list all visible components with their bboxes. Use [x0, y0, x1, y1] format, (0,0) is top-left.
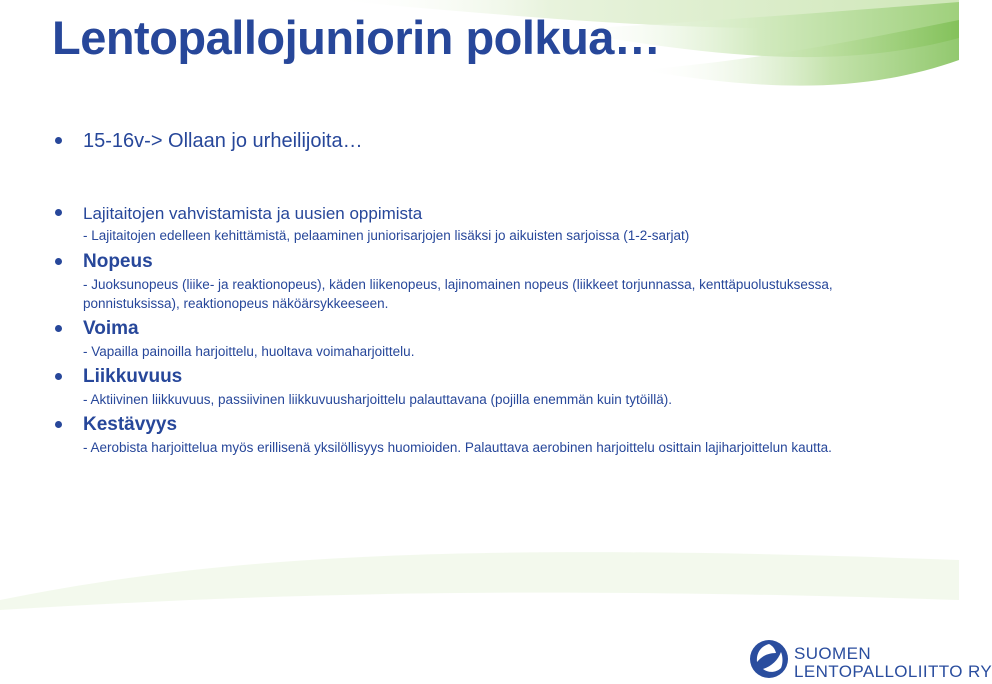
bullet-icon: [55, 421, 62, 428]
bullet-icon: [55, 137, 62, 144]
section-heading: [52, 249, 912, 275]
section-heading: [52, 316, 912, 342]
slide-title: Lentopallojuniorin polkua…: [52, 11, 661, 64]
section-text: - Lajitaitojen edelleen kehittämistä, pelaaminen juniorisarjojen lisäksi jo aikuisten sarjoissa (1-2-sarjat): [83, 228, 690, 243]
bullet-icon: [55, 325, 62, 332]
logo-text: [794, 645, 992, 681]
section-text: - Vapailla painoilla harjoittelu, huoltava voimaharjoittelu.: [83, 344, 415, 359]
intro-bullet: [52, 126, 912, 156]
section-heading: [52, 364, 912, 390]
volleyball-icon: [748, 638, 790, 680]
section-text: - Aktiivinen liikkuvuus, passiivinen liikkuvuusharjoittelu palauttavana (pojilla enemmän kuin tytöillä).: [83, 392, 673, 407]
bullet-icon: [55, 373, 62, 380]
federation-logo: [748, 638, 992, 684]
section-heading-text: Liikkuvuus: [83, 366, 183, 387]
logo-line-1: SUOMEN: [794, 644, 872, 663]
intro-text: 15-16v-> Ollaan jo urheilijoita…: [83, 130, 363, 152]
section-text: - Juoksunopeus (liike- ja reaktionopeus), käden liikenopeus, lajinomainen nopeus (liikkeet torjunnassa, kenttäpuolustuksessa, ponnistuksissa), reaktionopeus näköärsykkeeseen.: [83, 277, 833, 311]
bullet-icon: [55, 209, 62, 216]
slide-content: [52, 126, 912, 457]
section-heading-text: Voima: [83, 318, 139, 339]
section-heading-text: Lajitaitojen vahvistamista ja uusien oppimista: [83, 204, 423, 223]
section-heading-text: Kestävyys: [83, 414, 178, 435]
bullet-icon: [55, 258, 62, 265]
section-heading: [52, 412, 912, 438]
logo-line-2: LENTOPALLOLIITTO RY: [794, 662, 992, 681]
section-heading: [52, 202, 912, 226]
section-heading-text: Nopeus: [83, 251, 153, 272]
section-text: - Aerobista harjoittelua myös erillisenä yksilöllisyys huomioiden. Palauttava aerobinen harjoittelu osittain lajiharjoittelun kautta.: [83, 440, 832, 455]
